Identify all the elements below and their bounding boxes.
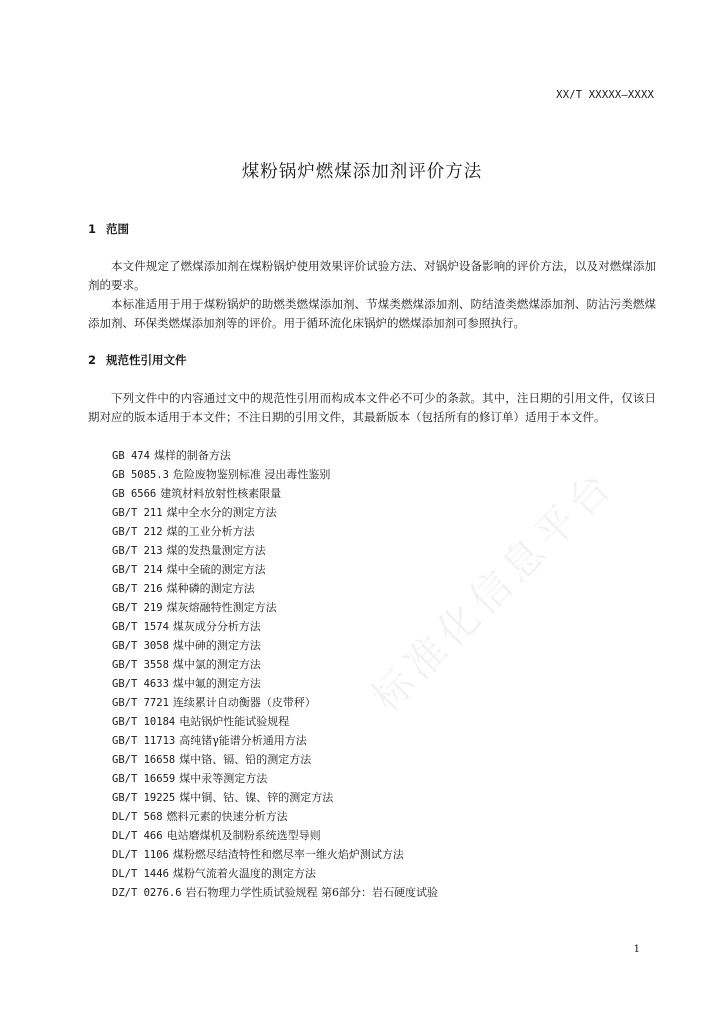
reference-title: 连续累计自动衡器（皮带秤） — [172, 696, 316, 709]
list-item — [112, 883, 438, 902]
reference-code: GB/T 16659 — [112, 773, 176, 785]
reference-title: 煤中全硫的测定方法 — [166, 563, 266, 576]
section-title: 规范性引用文件 — [106, 353, 187, 367]
reference-code: GB/T 212 — [112, 526, 163, 538]
list-item — [112, 446, 438, 465]
reference-code: DL/T 466 — [112, 830, 163, 842]
reference-title: 煤中汞等测定方法 — [179, 772, 268, 785]
list-item — [112, 807, 438, 826]
reference-title: 危险废物鉴别标准 浸出毒性鉴别 — [172, 468, 331, 481]
reference-title: 煤灰熔融特性测定方法 — [166, 601, 277, 614]
reference-code: DZ/T 0276.6 — [112, 887, 182, 899]
reference-code: DL/T 1446 — [112, 868, 169, 880]
reference-code: GB/T 3058 — [112, 640, 169, 652]
references-intro-paragraph: 下列文件中的内容通过文中的规范性引用而构成本文件必不可少的条款。其中，注日期的引用文件，仅该日期对应的版本适用于本文件；不注日期的引用文件，其最新版本（包括所有的修订单）适用于本文件。 — [88, 391, 656, 424]
reference-code: GB/T 216 — [112, 583, 163, 595]
reference-code: GB/T 19225 — [112, 792, 176, 804]
reference-title: 煤粉气流着火温度的测定方法 — [172, 867, 316, 880]
reference-title: 煤中铜、钴、镍、锌的测定方法 — [179, 791, 334, 804]
list-item — [112, 465, 438, 484]
reference-title: 煤灰成分分析方法 — [172, 620, 261, 633]
list-item — [112, 693, 438, 712]
reference-title: 燃料元素的快速分析方法 — [166, 810, 288, 823]
list-item — [112, 845, 438, 864]
list-item — [112, 484, 438, 503]
standard-code: XX/T XXXXX—XXXX — [556, 89, 654, 101]
list-item — [112, 864, 438, 883]
list-item — [112, 788, 438, 807]
list-item — [112, 636, 438, 655]
list-item — [112, 826, 438, 845]
reference-title: 岩石物理力学性质试验规程 第6部分：岩石硬度试验 — [185, 886, 439, 899]
section-number: 2 — [88, 353, 97, 367]
list-item — [112, 750, 438, 769]
list-item — [112, 541, 438, 560]
list-item — [112, 579, 438, 598]
reference-title: 煤中氯的测定方法 — [172, 658, 261, 671]
reference-code: GB/T 16658 — [112, 754, 176, 766]
reference-title: 煤中全水分的测定方法 — [166, 506, 277, 519]
reference-code: DL/T 1106 — [112, 849, 169, 861]
list-item — [112, 769, 438, 788]
reference-title: 煤的工业分析方法 — [166, 525, 255, 538]
section-title: 范围 — [106, 222, 129, 236]
list-item — [112, 674, 438, 693]
reference-code: GB 6566 — [112, 488, 157, 500]
watermark: 标准化信息平台 — [363, 460, 624, 722]
scope-paragraph-2: 本标准适用于用于煤粉锅炉的助燃类燃煤添加剂、节煤类燃煤添加剂、防结渣类燃煤添加剂、防沾污类燃煤添加剂、环保类燃煤添加剂等的评价。用于循环流化床锅炉的燃煤添加剂可参照执行。 — [88, 297, 656, 330]
reference-code: GB/T 213 — [112, 545, 163, 557]
reference-title: 电站磨煤机及制粉系统选型导则 — [166, 829, 321, 842]
reference-code: GB/T 3558 — [112, 659, 169, 671]
document-title: 煤粉锅炉燃煤添加剂评价方法 — [241, 162, 483, 182]
reference-code: GB/T 1574 — [112, 621, 169, 633]
reference-code: DL/T 568 — [112, 811, 163, 823]
list-item — [112, 712, 438, 731]
list-item — [112, 503, 438, 522]
page-number: 1 — [633, 944, 640, 955]
reference-code: GB 474 — [112, 450, 150, 462]
reference-title: 煤中铬、镉、铅的测定方法 — [179, 753, 312, 766]
reference-title: 煤中砷的测定方法 — [172, 639, 261, 652]
reference-title: 电站锅炉性能试验规程 — [179, 715, 290, 728]
reference-code: GB/T 7721 — [112, 697, 169, 709]
reference-code: GB 5085.3 — [112, 469, 169, 481]
list-item — [112, 655, 438, 674]
reference-title: 高纯锗γ能谱分析通用方法 — [179, 734, 307, 747]
reference-title: 建筑材料放射性核素限量 — [160, 487, 282, 500]
reference-title: 煤粉燃尽结渣特性和燃尽率一维火焰炉测试方法 — [172, 848, 404, 861]
reference-title: 煤的发热量测定方法 — [166, 544, 266, 557]
list-item — [112, 598, 438, 617]
list-item — [112, 731, 438, 750]
reference-code: GB/T 211 — [112, 507, 163, 519]
reference-code: GB/T 4633 — [112, 678, 169, 690]
reference-title: 煤种磷的测定方法 — [166, 582, 255, 595]
reference-title: 煤中氟的测定方法 — [172, 677, 261, 690]
reference-title: 煤样的制备方法 — [153, 449, 231, 462]
section-number: 1 — [88, 222, 97, 236]
reference-list — [112, 446, 438, 902]
list-item — [112, 522, 438, 541]
reference-code: GB/T 214 — [112, 564, 163, 576]
scope-paragraph-1: 本文件规定了燃煤添加剂在煤粉锅炉使用效果评价试验方法、对锅炉设备影响的评价方法，以及对燃煤添加剂的要求。 — [88, 259, 656, 292]
reference-code: GB/T 11713 — [112, 735, 176, 747]
list-item — [112, 617, 438, 636]
list-item — [112, 560, 438, 579]
section-heading-scope — [88, 221, 129, 237]
reference-code: GB/T 219 — [112, 602, 163, 614]
reference-code: GB/T 10184 — [112, 716, 176, 728]
section-heading-normative-references — [88, 352, 187, 368]
